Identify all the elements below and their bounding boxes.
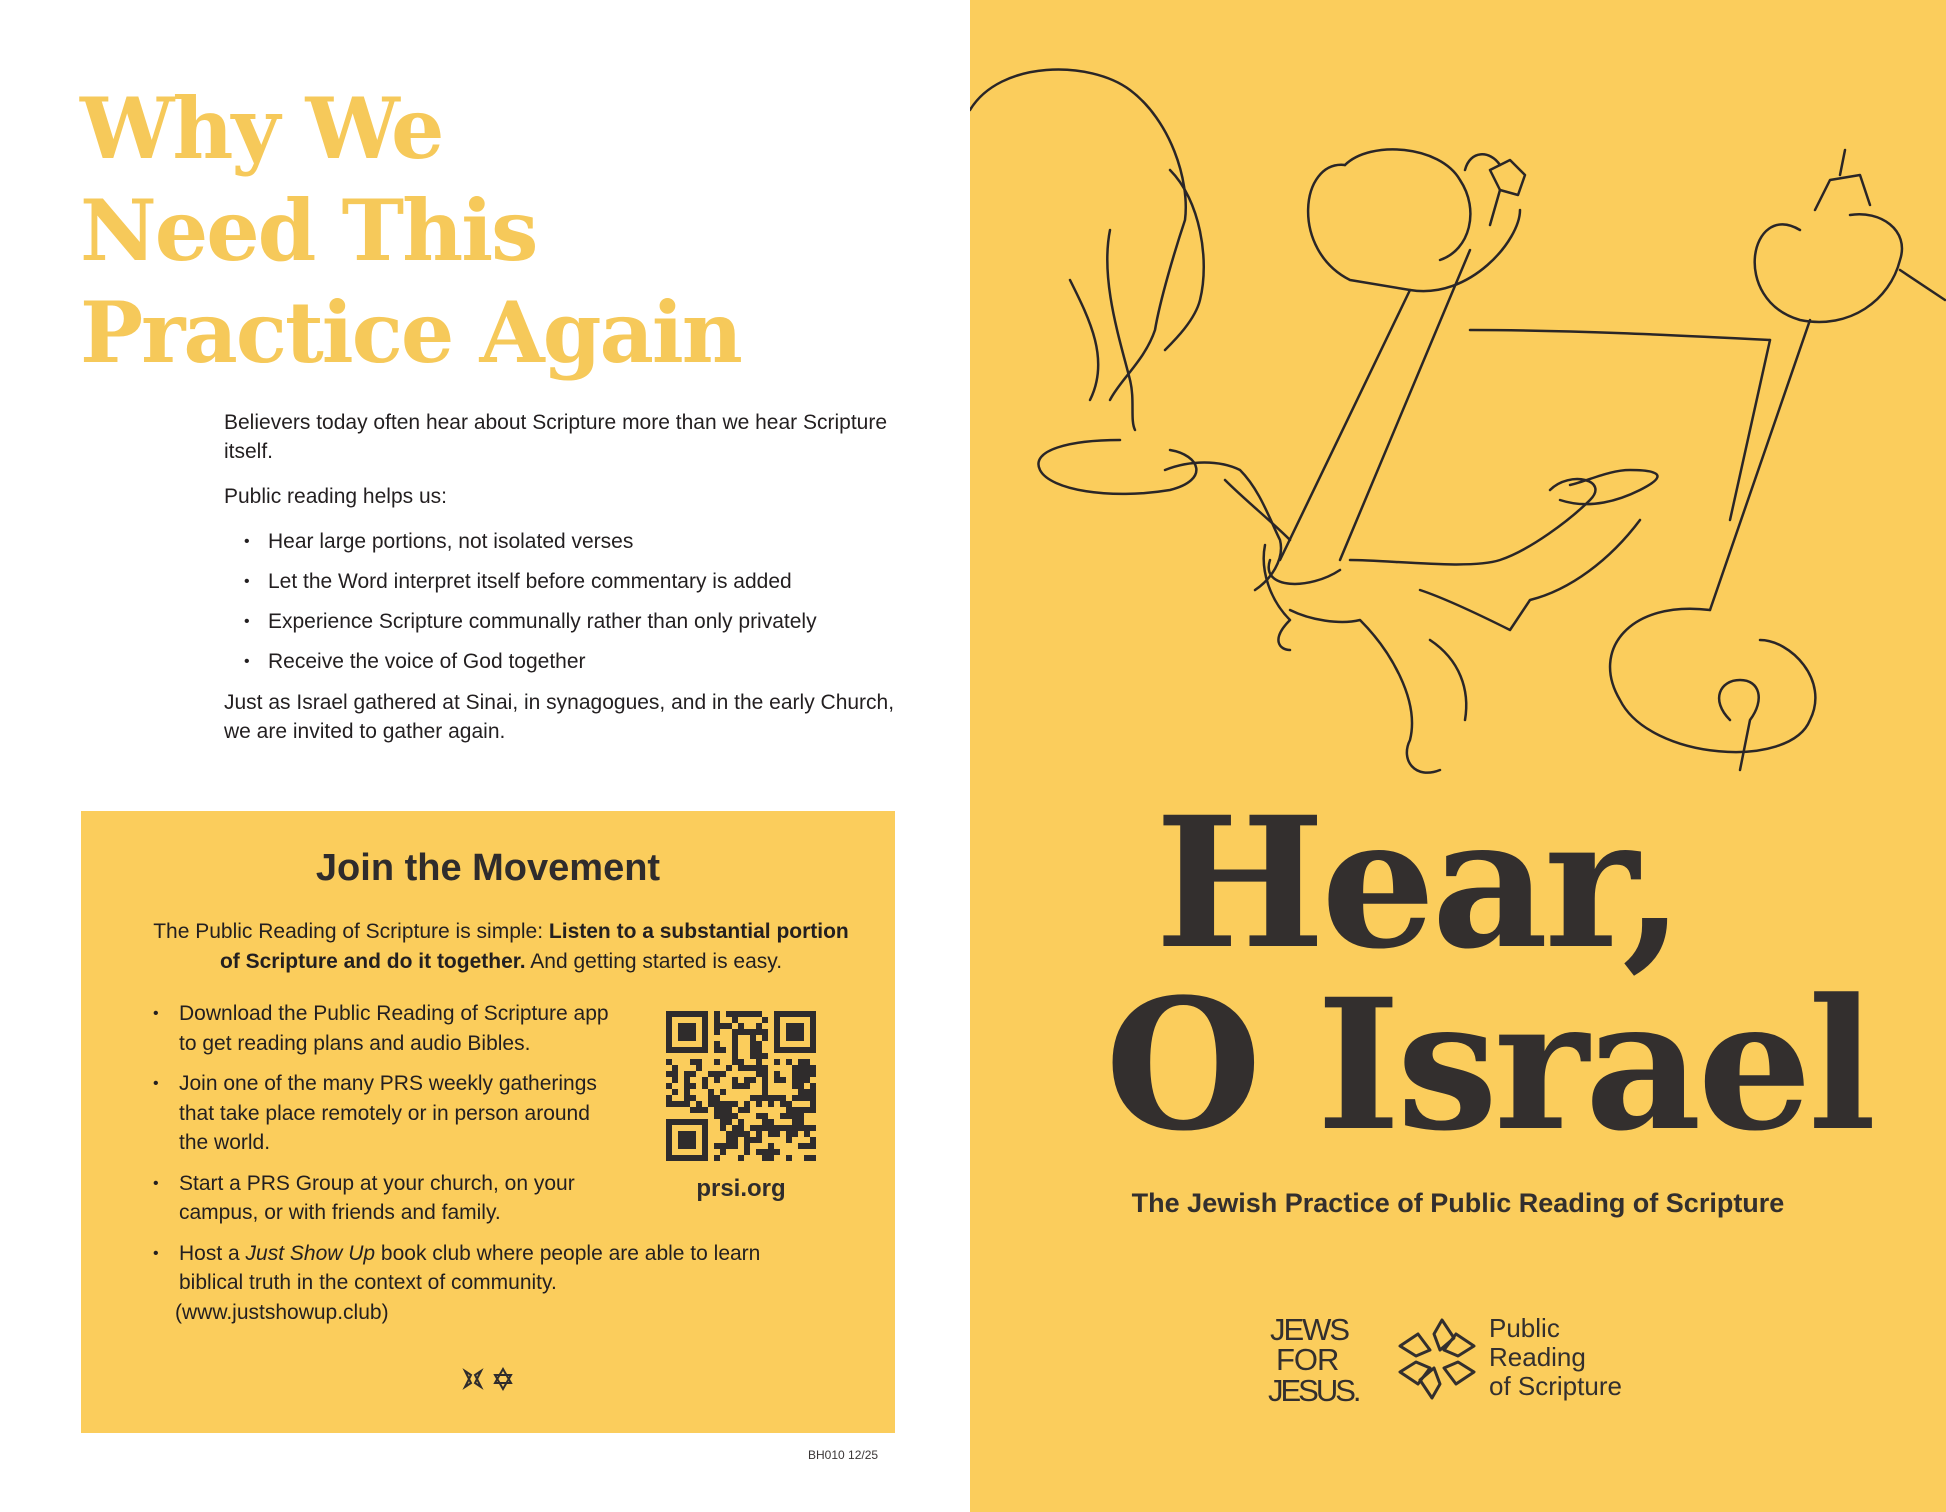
list-item: • Download the Public Reading of Scripture app to get reading plans and audio Bibles. [179,999,619,1058]
list-item: • Join one of the many PRS weekly gatherings that take place remotely or in person around the world. [179,1069,619,1158]
last-item-suffix: book club where people are able to learn biblical truth in the context of community. [179,1241,761,1294]
jews-for-jesus-logo [1268,1312,1368,1408]
cover-panel [970,0,1946,1512]
closing-paragraph: Just as Israel gathered at Sinai, in synagogues, and in the early Church, we are invited to gather again. [224,691,895,743]
join-movement-box [81,811,895,1433]
prs-logo-line: Reading [1489,1342,1586,1372]
list-item: • Let the Word interpret itself before commentary is added [268,567,904,596]
star-of-david-icon [495,1369,511,1389]
logo-icons [459,1365,519,1393]
book-club-name: Just Show Up [245,1241,376,1265]
book-club-url[interactable]: (www.justshowup.club) [175,1300,389,1324]
main-heading-line: Need This [80,181,537,280]
list-item: • Experience Scripture communally rather than only privately [268,607,904,636]
cover-title [1105,778,1905,1171]
public-reading-of-scripture-logo-text [1489,1314,1622,1401]
join-desc-prefix: The Public Reading of Scripture is simple: [153,920,549,943]
intro-paragraph: Believers today often hear about Scripture more than we hear Scripture itself. [224,411,888,463]
main-heading-line: Why We [80,79,443,178]
last-item-prefix: Host a [179,1241,246,1265]
public-reading-of-scripture-mark-icon [1394,1316,1480,1402]
jfj-logo-line: JESUS. [1268,1373,1359,1408]
prs-logo-line: of Scripture [1489,1371,1622,1401]
prs-logo-line: Public [1489,1313,1560,1343]
main-heading-line: Practice Again [80,283,741,382]
torah-reading-illustration [970,0,1946,800]
left-panel [0,0,970,1512]
jfj-logo-line: FOR [1276,1342,1339,1377]
qr-link-label[interactable]: prsi.org [696,1175,786,1202]
cover-title-line: Hear, [1155,778,1681,989]
join-desc-suffix: And getting started is easy. [525,950,783,973]
intro-section [224,408,904,762]
list-item: • Hear large portions, not isolated verses [268,527,904,556]
list-intro: Public reading helps us: [224,485,447,508]
cover-subtitle: The Jewish Practice of Public Reading of Scripture [1131,1188,1785,1218]
join-desc-bold: Listen to a substantial portion of Scripture and do it together. [219,920,849,973]
main-heading [80,78,780,384]
print-code: BH010 12/25 [808,1448,879,1462]
list-item: • Receive the voice of God together [268,647,904,676]
qr-code-icon[interactable] [666,1011,816,1161]
list-item: • Start a PRS Group at your church, on your campus, or with friends and family. [179,1169,619,1228]
benefits-list [224,527,904,676]
jfj-logo-line: JEWS [1270,1312,1349,1347]
cover-title-line: O Israel [1105,960,1873,1171]
list-item [175,1239,799,1328]
join-title: Join the Movement [315,847,661,889]
join-description [141,917,861,977]
prs-mini-icon [465,1371,481,1387]
